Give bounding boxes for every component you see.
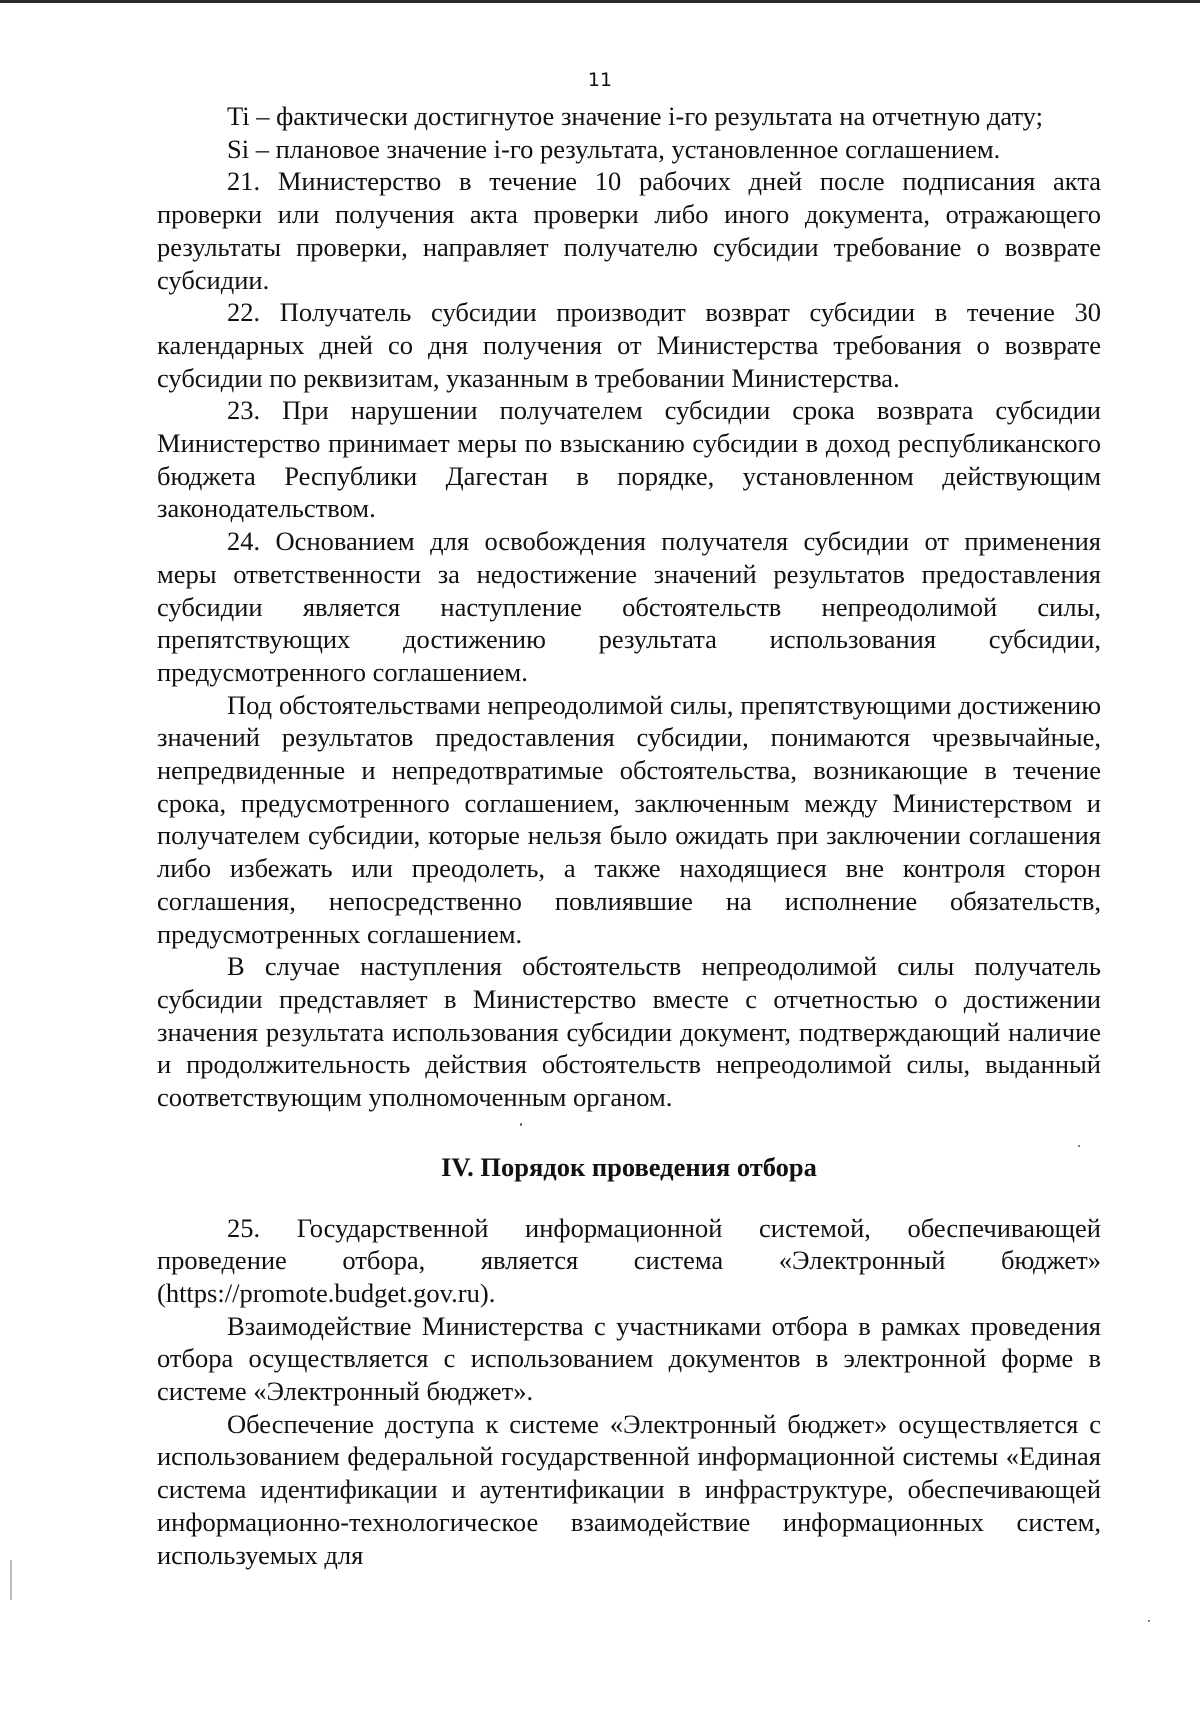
paragraph-ti-definition: Ti – фактически достигнутое значение i-го результата на отчетную дату; <box>227 101 1043 131</box>
paragraph-25: 25. Государственной информационной системой, обеспечивающей проведение отбора, является система «Электронный бюджет» (https://promote.budget.gov.ru). <box>157 1212 1101 1308</box>
document-body <box>157 100 1101 1571</box>
paragraph-force-majeure-definition: Под обстоятельствами непреодолимой силы, препятствующими достижению значений результатов предоставления субсидии, понимаются чрезвычайные, непредвиденные и непредотвратимые обстоятельства, возникающие в течение срока, предусмотренного соглашением, заключенным между Министерством и получателем субсидии, которые нельзя было ожидать при заключении соглашения либо избежать или преодолеть, а также находящиеся вне контроля сторон соглашения, непосредственно повлиявшие на исполнение обязательств, предусмотренных соглашением. <box>157 689 1101 949</box>
paragraph-23: 23. При нарушении получателем субсидии срока возврата субсидии Министерство принимает меры по взысканию субсидии в доход республиканского бюджета Республики Дагестан в порядке, установленном действующим законодательством. <box>157 395 1101 524</box>
paragraph-24: 24. Основанием для освобождения получателя субсидии от применения меры ответственности за недостижение значений результатов предоставления субсидии является наступление обстоятельств непреодолимой силы, препятствующих достижению результата использования субсидии, предусмотренного соглашением. <box>157 526 1101 687</box>
scan-speck <box>10 1560 12 1600</box>
section-title: IV. Порядок проведения отбора <box>441 1151 817 1182</box>
paragraph-21: 21. Министерство в течение 10 рабочих дней после подписания акта проверки или получения акта проверки либо иного документа, отражающего результаты проверки, направляет получателю субсидии требование о возврате субсидии. <box>157 166 1101 295</box>
paragraph-22: 22. Получатель субсидии производит возврат субсидии в течение 30 календарных дней со дня получения от Министерства требования о возврате субсидии по реквизитам, указанным в требовании Министерства. <box>157 297 1101 393</box>
scan-speck <box>1078 1145 1080 1147</box>
scan-speck <box>520 1123 522 1126</box>
paragraph-si-definition: Si – плановое значение i-го результата, установленное соглашением. <box>227 133 1001 164</box>
page-number: 11 <box>587 69 613 91</box>
paragraph-access: Обеспечение доступа к системе «Электронный бюджет» осуществляется с использованием федеральной государственной информационной системы «Единая система идентификации и аутентификации в инфраструктуре, обеспечивающей информационно-технологическое взаимодействие информационных систем, используемых для <box>157 1408 1101 1570</box>
paragraph-interaction: Взаимодействие Министерства с участниками отбора в рамках проведения отбора осуществляется с использованием документов в электронной форме в системе «Электронный бюджет». <box>157 1310 1101 1407</box>
scan-edge <box>0 0 1200 3</box>
paragraph-force-majeure-documents: В случае наступления обстоятельств непреодолимой силы получатель субсидии представляет в Министерство вместе с отчетностью о достижении значения результата использования субсидии документ, подтверждающий наличие и продолжительность действия обстоятельств непреодолимой силы, выданный соответствующим уполномоченным органом. <box>157 951 1101 1113</box>
scan-speck <box>1148 1620 1150 1622</box>
